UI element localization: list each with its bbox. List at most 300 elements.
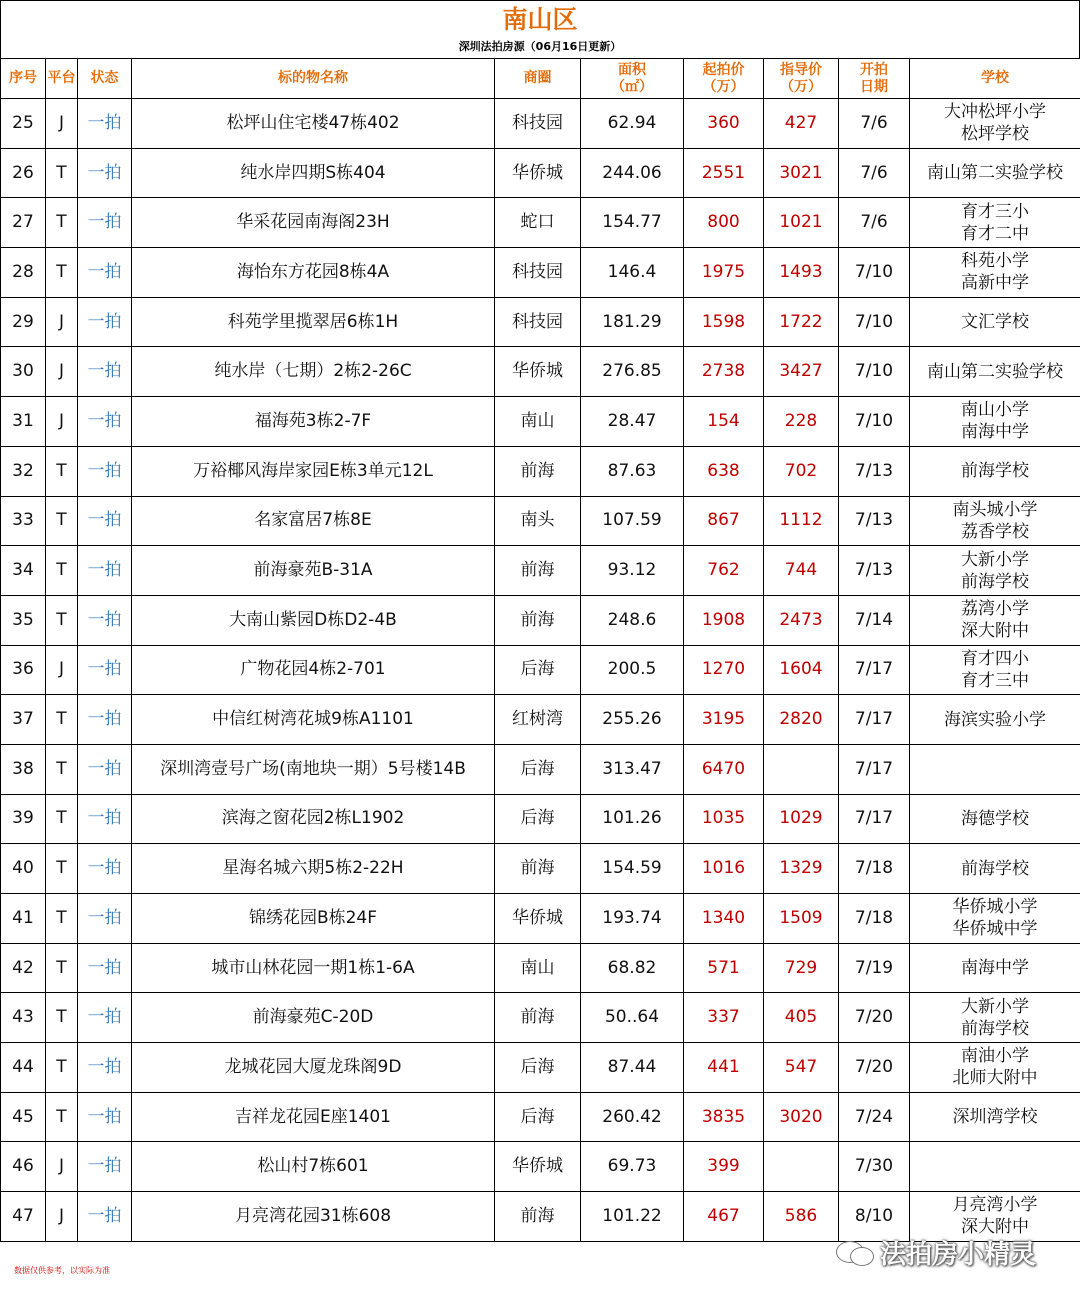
watermark-text: 法拍房小精灵	[880, 1239, 1037, 1270]
cell-start-price: 6470	[684, 744, 764, 794]
cell-status[interactable]: 一拍	[78, 1192, 132, 1242]
cell-school	[910, 248, 1080, 298]
cell-school	[910, 844, 1080, 894]
cell-date: 7/10	[839, 347, 910, 397]
cell-size: 193.74	[581, 894, 684, 944]
cell-seq: 44	[1, 1043, 46, 1093]
cell-seq: 35	[1, 595, 46, 645]
table-row	[1, 397, 1080, 447]
cell-seq: 27	[1, 198, 46, 248]
cell-name: 万裕椰风海岸家园E栋3单元12L	[132, 446, 495, 496]
cell-school	[910, 347, 1080, 397]
cell-status[interactable]: 一拍	[78, 148, 132, 198]
cell-platform: T	[46, 546, 78, 596]
cell-school	[910, 1142, 1080, 1192]
disclaimer-note: 数据仅供参考，以实际为准	[14, 1266, 110, 1275]
cell-guide-price: 1029	[764, 794, 839, 844]
cell-status[interactable]: 一拍	[78, 744, 132, 794]
table-row	[1, 496, 1080, 546]
watermark	[836, 1234, 1036, 1270]
cell-date: 8/10	[839, 1192, 910, 1242]
cell-name: 吉祥龙花园E座1401	[132, 1092, 495, 1142]
table-row	[1, 148, 1080, 198]
header-platform: 平台	[46, 59, 78, 99]
school-name: 前海学校	[961, 858, 1029, 879]
header-date-line1: 开拍	[860, 61, 888, 78]
cell-seq: 40	[1, 844, 46, 894]
school-name: 深大附中	[961, 1217, 1029, 1238]
cell-name: 月亮湾花园31栋608	[132, 1192, 495, 1242]
header-start-line2: （万）	[702, 78, 745, 95]
cell-guide-price: 2820	[764, 695, 839, 745]
cell-guide-price: 3427	[764, 347, 839, 397]
table-row	[1, 546, 1080, 596]
cell-size: 62.94	[581, 99, 684, 149]
table-row	[1, 347, 1080, 397]
cell-zone: 华侨城	[495, 347, 581, 397]
school-name: 荔香学校	[961, 521, 1029, 542]
cell-name: 纯水岸（七期）2栋2-26C	[132, 347, 495, 397]
table-row	[1, 1142, 1080, 1192]
cell-start-price: 1975	[684, 248, 764, 298]
cell-start-price: 467	[684, 1192, 764, 1242]
school-name: 育才四小	[961, 648, 1029, 669]
cell-size: 146.4	[581, 248, 684, 298]
cell-status[interactable]: 一拍	[78, 248, 132, 298]
header-zone: 商圈	[495, 59, 581, 99]
school-name: 海德学校	[961, 808, 1029, 829]
cell-seq: 30	[1, 347, 46, 397]
cell-guide-price: 1021	[764, 198, 839, 248]
cell-name: 广物花园4栋2-701	[132, 645, 495, 695]
cell-date: 7/17	[839, 794, 910, 844]
cell-status[interactable]: 一拍	[78, 943, 132, 993]
cell-status[interactable]: 一拍	[78, 546, 132, 596]
cell-seq: 38	[1, 744, 46, 794]
cell-platform: T	[46, 446, 78, 496]
cell-platform: T	[46, 248, 78, 298]
header-guide-price	[764, 59, 839, 99]
cell-platform: J	[46, 347, 78, 397]
listings-table	[0, 58, 1080, 1242]
header-status: 状态	[78, 59, 132, 99]
school-name: 大新小学	[961, 549, 1029, 570]
cell-guide-price: 1722	[764, 297, 839, 347]
cell-name: 大南山紫园D栋D2-4B	[132, 595, 495, 645]
cell-school	[910, 645, 1080, 695]
cell-zone: 后海	[495, 794, 581, 844]
cell-platform: J	[46, 297, 78, 347]
cell-size: 276.85	[581, 347, 684, 397]
cell-platform: T	[46, 595, 78, 645]
school-name: 深圳湾学校	[952, 1107, 1038, 1128]
cell-seq: 32	[1, 446, 46, 496]
cell-status[interactable]: 一拍	[78, 1043, 132, 1093]
cell-start-price: 1340	[684, 894, 764, 944]
table-header-row	[1, 59, 1080, 99]
cell-size: 87.44	[581, 1043, 684, 1093]
school-name: 高新中学	[961, 273, 1029, 294]
cell-status[interactable]: 一拍	[78, 397, 132, 447]
cell-platform: J	[46, 99, 78, 149]
cell-status[interactable]: 一拍	[78, 347, 132, 397]
cell-start-price: 360	[684, 99, 764, 149]
cell-school	[910, 397, 1080, 447]
school-name: 大新小学	[961, 996, 1029, 1017]
cell-platform: J	[46, 1192, 78, 1242]
cell-status[interactable]: 一拍	[78, 993, 132, 1043]
cell-date: 7/30	[839, 1142, 910, 1192]
cell-date: 7/10	[839, 297, 910, 347]
cell-date: 7/17	[839, 744, 910, 794]
cell-zone: 南山	[495, 943, 581, 993]
cell-start-price: 1908	[684, 595, 764, 645]
cell-date: 7/13	[839, 496, 910, 546]
cell-guide-price: 744	[764, 546, 839, 596]
school-name: 南油小学	[961, 1046, 1029, 1067]
table-row	[1, 99, 1080, 149]
cell-guide-price	[764, 1142, 839, 1192]
cell-guide-price: 586	[764, 1192, 839, 1242]
cell-status[interactable]: 一拍	[78, 99, 132, 149]
cell-name: 科苑学里揽翠居6栋1H	[132, 297, 495, 347]
cell-guide-price	[764, 744, 839, 794]
header-size-line2: （㎡）	[611, 78, 653, 95]
table-row	[1, 297, 1080, 347]
cell-name: 海怡东方花园8栋4A	[132, 248, 495, 298]
school-name: 海滨实验小学	[944, 709, 1046, 730]
cell-seq: 36	[1, 645, 46, 695]
cell-platform: T	[46, 1043, 78, 1093]
cell-name: 名家富居7栋8E	[132, 496, 495, 546]
cell-seq: 46	[1, 1142, 46, 1192]
cell-school	[910, 1092, 1080, 1142]
header-date-line2: 日期	[860, 78, 888, 95]
cell-size: 28.47	[581, 397, 684, 447]
cell-status[interactable]: 一拍	[78, 595, 132, 645]
cell-zone: 前海	[495, 595, 581, 645]
cell-date: 7/19	[839, 943, 910, 993]
school-name: 前海学校	[961, 1018, 1029, 1039]
cell-status[interactable]: 一拍	[78, 645, 132, 695]
cell-platform: T	[46, 695, 78, 745]
cell-seq: 29	[1, 297, 46, 347]
cell-school	[910, 744, 1080, 794]
cell-date: 7/6	[839, 198, 910, 248]
school-name: 前海学校	[961, 461, 1029, 482]
cell-platform: T	[46, 1092, 78, 1142]
cell-date: 7/13	[839, 546, 910, 596]
cell-guide-price: 1509	[764, 894, 839, 944]
cell-seq: 37	[1, 695, 46, 745]
cell-status[interactable]: 一拍	[78, 794, 132, 844]
cell-zone: 前海	[495, 993, 581, 1043]
cell-name: 中信红树湾花城9栋A1101	[132, 695, 495, 745]
cell-zone: 前海	[495, 546, 581, 596]
cell-guide-price: 228	[764, 397, 839, 447]
header-guide-line1: 指导价	[780, 61, 822, 78]
cell-guide-price: 547	[764, 1043, 839, 1093]
header-start-price	[684, 59, 764, 99]
cell-seq: 26	[1, 148, 46, 198]
cell-size: 50..64	[581, 993, 684, 1043]
cell-date: 7/20	[839, 1043, 910, 1093]
cell-platform: T	[46, 993, 78, 1043]
cell-zone: 科技园	[495, 248, 581, 298]
cell-zone: 前海	[495, 844, 581, 894]
cell-size: 248.6	[581, 595, 684, 645]
school-name: 科苑小学	[961, 251, 1029, 272]
cell-name: 前海豪苑B-31A	[132, 546, 495, 596]
cell-zone: 后海	[495, 1043, 581, 1093]
cell-zone: 后海	[495, 645, 581, 695]
cell-date: 7/18	[839, 894, 910, 944]
cell-name: 福海苑3栋2-7F	[132, 397, 495, 447]
cell-date: 7/6	[839, 99, 910, 149]
school-name: 育才二中	[961, 223, 1029, 244]
cell-platform: T	[46, 894, 78, 944]
school-name: 南头城小学	[952, 499, 1038, 520]
school-name: 南海中学	[961, 422, 1029, 443]
cell-platform: J	[46, 397, 78, 447]
cell-seq: 42	[1, 943, 46, 993]
cell-start-price: 2738	[684, 347, 764, 397]
cell-size: 87.63	[581, 446, 684, 496]
cell-size: 313.47	[581, 744, 684, 794]
wechat-icon	[836, 1237, 874, 1267]
cell-guide-price: 1112	[764, 496, 839, 546]
cell-date: 7/10	[839, 248, 910, 298]
cell-date: 7/13	[839, 446, 910, 496]
cell-platform: T	[46, 496, 78, 546]
school-name: 南海中学	[961, 958, 1029, 979]
cell-school	[910, 943, 1080, 993]
cell-size: 101.26	[581, 794, 684, 844]
cell-date: 7/18	[839, 844, 910, 894]
cell-platform: T	[46, 844, 78, 894]
cell-date: 7/17	[839, 645, 910, 695]
cell-size: 200.5	[581, 645, 684, 695]
cell-status[interactable]: 一拍	[78, 695, 132, 745]
cell-zone: 后海	[495, 1092, 581, 1142]
cell-date: 7/10	[839, 397, 910, 447]
school-name: 文汇学校	[961, 312, 1029, 333]
cell-school	[910, 496, 1080, 546]
table-body	[1, 99, 1080, 1242]
school-name: 大冲松坪小学	[944, 102, 1046, 123]
cell-size: 255.26	[581, 695, 684, 745]
cell-seq: 45	[1, 1092, 46, 1142]
cell-guide-price: 702	[764, 446, 839, 496]
cell-seq: 33	[1, 496, 46, 546]
cell-school	[910, 595, 1080, 645]
cell-start-price: 1016	[684, 844, 764, 894]
cell-zone: 蛇口	[495, 198, 581, 248]
cell-zone: 华侨城	[495, 148, 581, 198]
cell-start-price: 3195	[684, 695, 764, 745]
cell-size: 101.22	[581, 1192, 684, 1242]
cell-start-price: 571	[684, 943, 764, 993]
cell-school	[910, 297, 1080, 347]
table-row	[1, 695, 1080, 745]
table-row	[1, 1092, 1080, 1142]
cell-seq: 43	[1, 993, 46, 1043]
school-name: 育才三中	[961, 670, 1029, 691]
cell-size: 69.73	[581, 1142, 684, 1192]
cell-zone: 科技园	[495, 297, 581, 347]
cell-name: 锦绣花园B栋24F	[132, 894, 495, 944]
cell-name: 纯水岸四期S栋404	[132, 148, 495, 198]
school-name: 松坪学校	[961, 124, 1029, 145]
cell-platform: T	[46, 943, 78, 993]
cell-size: 107.59	[581, 496, 684, 546]
school-name: 南山第二实验学校	[927, 163, 1063, 184]
cell-guide-price: 405	[764, 993, 839, 1043]
cell-guide-price: 427	[764, 99, 839, 149]
cell-start-price: 867	[684, 496, 764, 546]
cell-zone: 前海	[495, 1192, 581, 1242]
cell-zone: 红树湾	[495, 695, 581, 745]
cell-name: 松坪山住宅楼47栋402	[132, 99, 495, 149]
cell-start-price: 154	[684, 397, 764, 447]
cell-guide-price: 1329	[764, 844, 839, 894]
cell-start-price: 2551	[684, 148, 764, 198]
cell-start-price: 800	[684, 198, 764, 248]
cell-platform: J	[46, 1142, 78, 1192]
school-name: 前海学校	[961, 571, 1029, 592]
cell-school	[910, 446, 1080, 496]
table-row	[1, 645, 1080, 695]
cell-school	[910, 794, 1080, 844]
cell-platform: T	[46, 198, 78, 248]
table-row	[1, 198, 1080, 248]
page-title: 南山区	[0, 0, 1080, 36]
cell-start-price: 638	[684, 446, 764, 496]
cell-status[interactable]: 一拍	[78, 297, 132, 347]
cell-school	[910, 1043, 1080, 1093]
table-row	[1, 794, 1080, 844]
cell-name: 松山村7栋601	[132, 1142, 495, 1192]
cell-guide-price: 1493	[764, 248, 839, 298]
page-subtitle: 深圳法拍房源（06月16日更新）	[0, 36, 1080, 58]
school-name: 华侨城小学	[952, 897, 1038, 918]
table-row	[1, 446, 1080, 496]
cell-school	[910, 993, 1080, 1043]
cell-start-price: 1035	[684, 794, 764, 844]
cell-seq: 41	[1, 894, 46, 944]
cell-name: 前海豪苑C-20D	[132, 993, 495, 1043]
cell-zone: 南头	[495, 496, 581, 546]
cell-status[interactable]: 一拍	[78, 198, 132, 248]
cell-status[interactable]: 一拍	[78, 1142, 132, 1192]
cell-seq: 47	[1, 1192, 46, 1242]
cell-school	[910, 546, 1080, 596]
cell-status[interactable]: 一拍	[78, 1092, 132, 1142]
cell-date: 7/20	[839, 993, 910, 1043]
cell-status[interactable]: 一拍	[78, 844, 132, 894]
table-row	[1, 844, 1080, 894]
cell-platform: T	[46, 148, 78, 198]
table-row	[1, 744, 1080, 794]
cell-name: 华采花园南海阁23H	[132, 198, 495, 248]
cell-start-price: 762	[684, 546, 764, 596]
cell-date: 7/6	[839, 148, 910, 198]
cell-size: 68.82	[581, 943, 684, 993]
cell-size: 154.59	[581, 844, 684, 894]
cell-school	[910, 695, 1080, 745]
cell-seq: 31	[1, 397, 46, 447]
school-name: 荔湾小学	[961, 599, 1029, 620]
school-name: 南山小学	[961, 400, 1029, 421]
cell-size: 93.12	[581, 546, 684, 596]
cell-platform: T	[46, 794, 78, 844]
header-size-line1: 面积	[618, 61, 646, 78]
school-name: 月亮湾小学	[952, 1195, 1038, 1216]
cell-start-price: 441	[684, 1043, 764, 1093]
school-name: 深大附中	[961, 621, 1029, 642]
cell-seq: 28	[1, 248, 46, 298]
cell-size: 154.77	[581, 198, 684, 248]
cell-school	[910, 99, 1080, 149]
header-start-line1: 起拍价	[702, 61, 745, 78]
school-name: 华侨城中学	[952, 919, 1038, 940]
table-row	[1, 993, 1080, 1043]
table-row	[1, 248, 1080, 298]
cell-date: 7/17	[839, 695, 910, 745]
cell-status[interactable]: 一拍	[78, 894, 132, 944]
cell-name: 星海名城六期5栋2-22H	[132, 844, 495, 894]
cell-guide-price: 729	[764, 943, 839, 993]
school-name: 南山第二实验学校	[927, 361, 1063, 382]
cell-zone: 科技园	[495, 99, 581, 149]
cell-date: 7/24	[839, 1092, 910, 1142]
cell-school	[910, 894, 1080, 944]
cell-name: 龙城花园大厦龙珠阁9D	[132, 1043, 495, 1093]
cell-school	[910, 198, 1080, 248]
header-size	[581, 59, 684, 99]
table-row	[1, 1043, 1080, 1093]
cell-zone: 南山	[495, 397, 581, 447]
cell-seq: 34	[1, 546, 46, 596]
cell-start-price: 1270	[684, 645, 764, 695]
header-name: 标的物名称	[132, 59, 495, 99]
cell-status[interactable]: 一拍	[78, 496, 132, 546]
header-seq: 序号	[1, 59, 46, 99]
cell-seq: 25	[1, 99, 46, 149]
cell-start-price: 1598	[684, 297, 764, 347]
table-row	[1, 943, 1080, 993]
cell-start-price: 399	[684, 1142, 764, 1192]
cell-status[interactable]: 一拍	[78, 446, 132, 496]
cell-start-price: 3835	[684, 1092, 764, 1142]
cell-name: 深圳湾壹号广场(南地块一期）5号楼14B	[132, 744, 495, 794]
cell-name: 滨海之窗花园2栋L1902	[132, 794, 495, 844]
cell-platform: J	[46, 645, 78, 695]
cell-school	[910, 148, 1080, 198]
cell-guide-price: 1604	[764, 645, 839, 695]
cell-size: 181.29	[581, 297, 684, 347]
table-row	[1, 595, 1080, 645]
cell-guide-price: 2473	[764, 595, 839, 645]
school-name: 北师大附中	[952, 1068, 1038, 1089]
cell-date: 7/14	[839, 595, 910, 645]
header-school: 学校	[910, 59, 1080, 99]
header-date	[839, 59, 910, 99]
cell-size: 244.06	[581, 148, 684, 198]
cell-name: 城市山林花园一期1栋1-6A	[132, 943, 495, 993]
cell-zone: 华侨城	[495, 894, 581, 944]
cell-zone: 华侨城	[495, 1142, 581, 1192]
